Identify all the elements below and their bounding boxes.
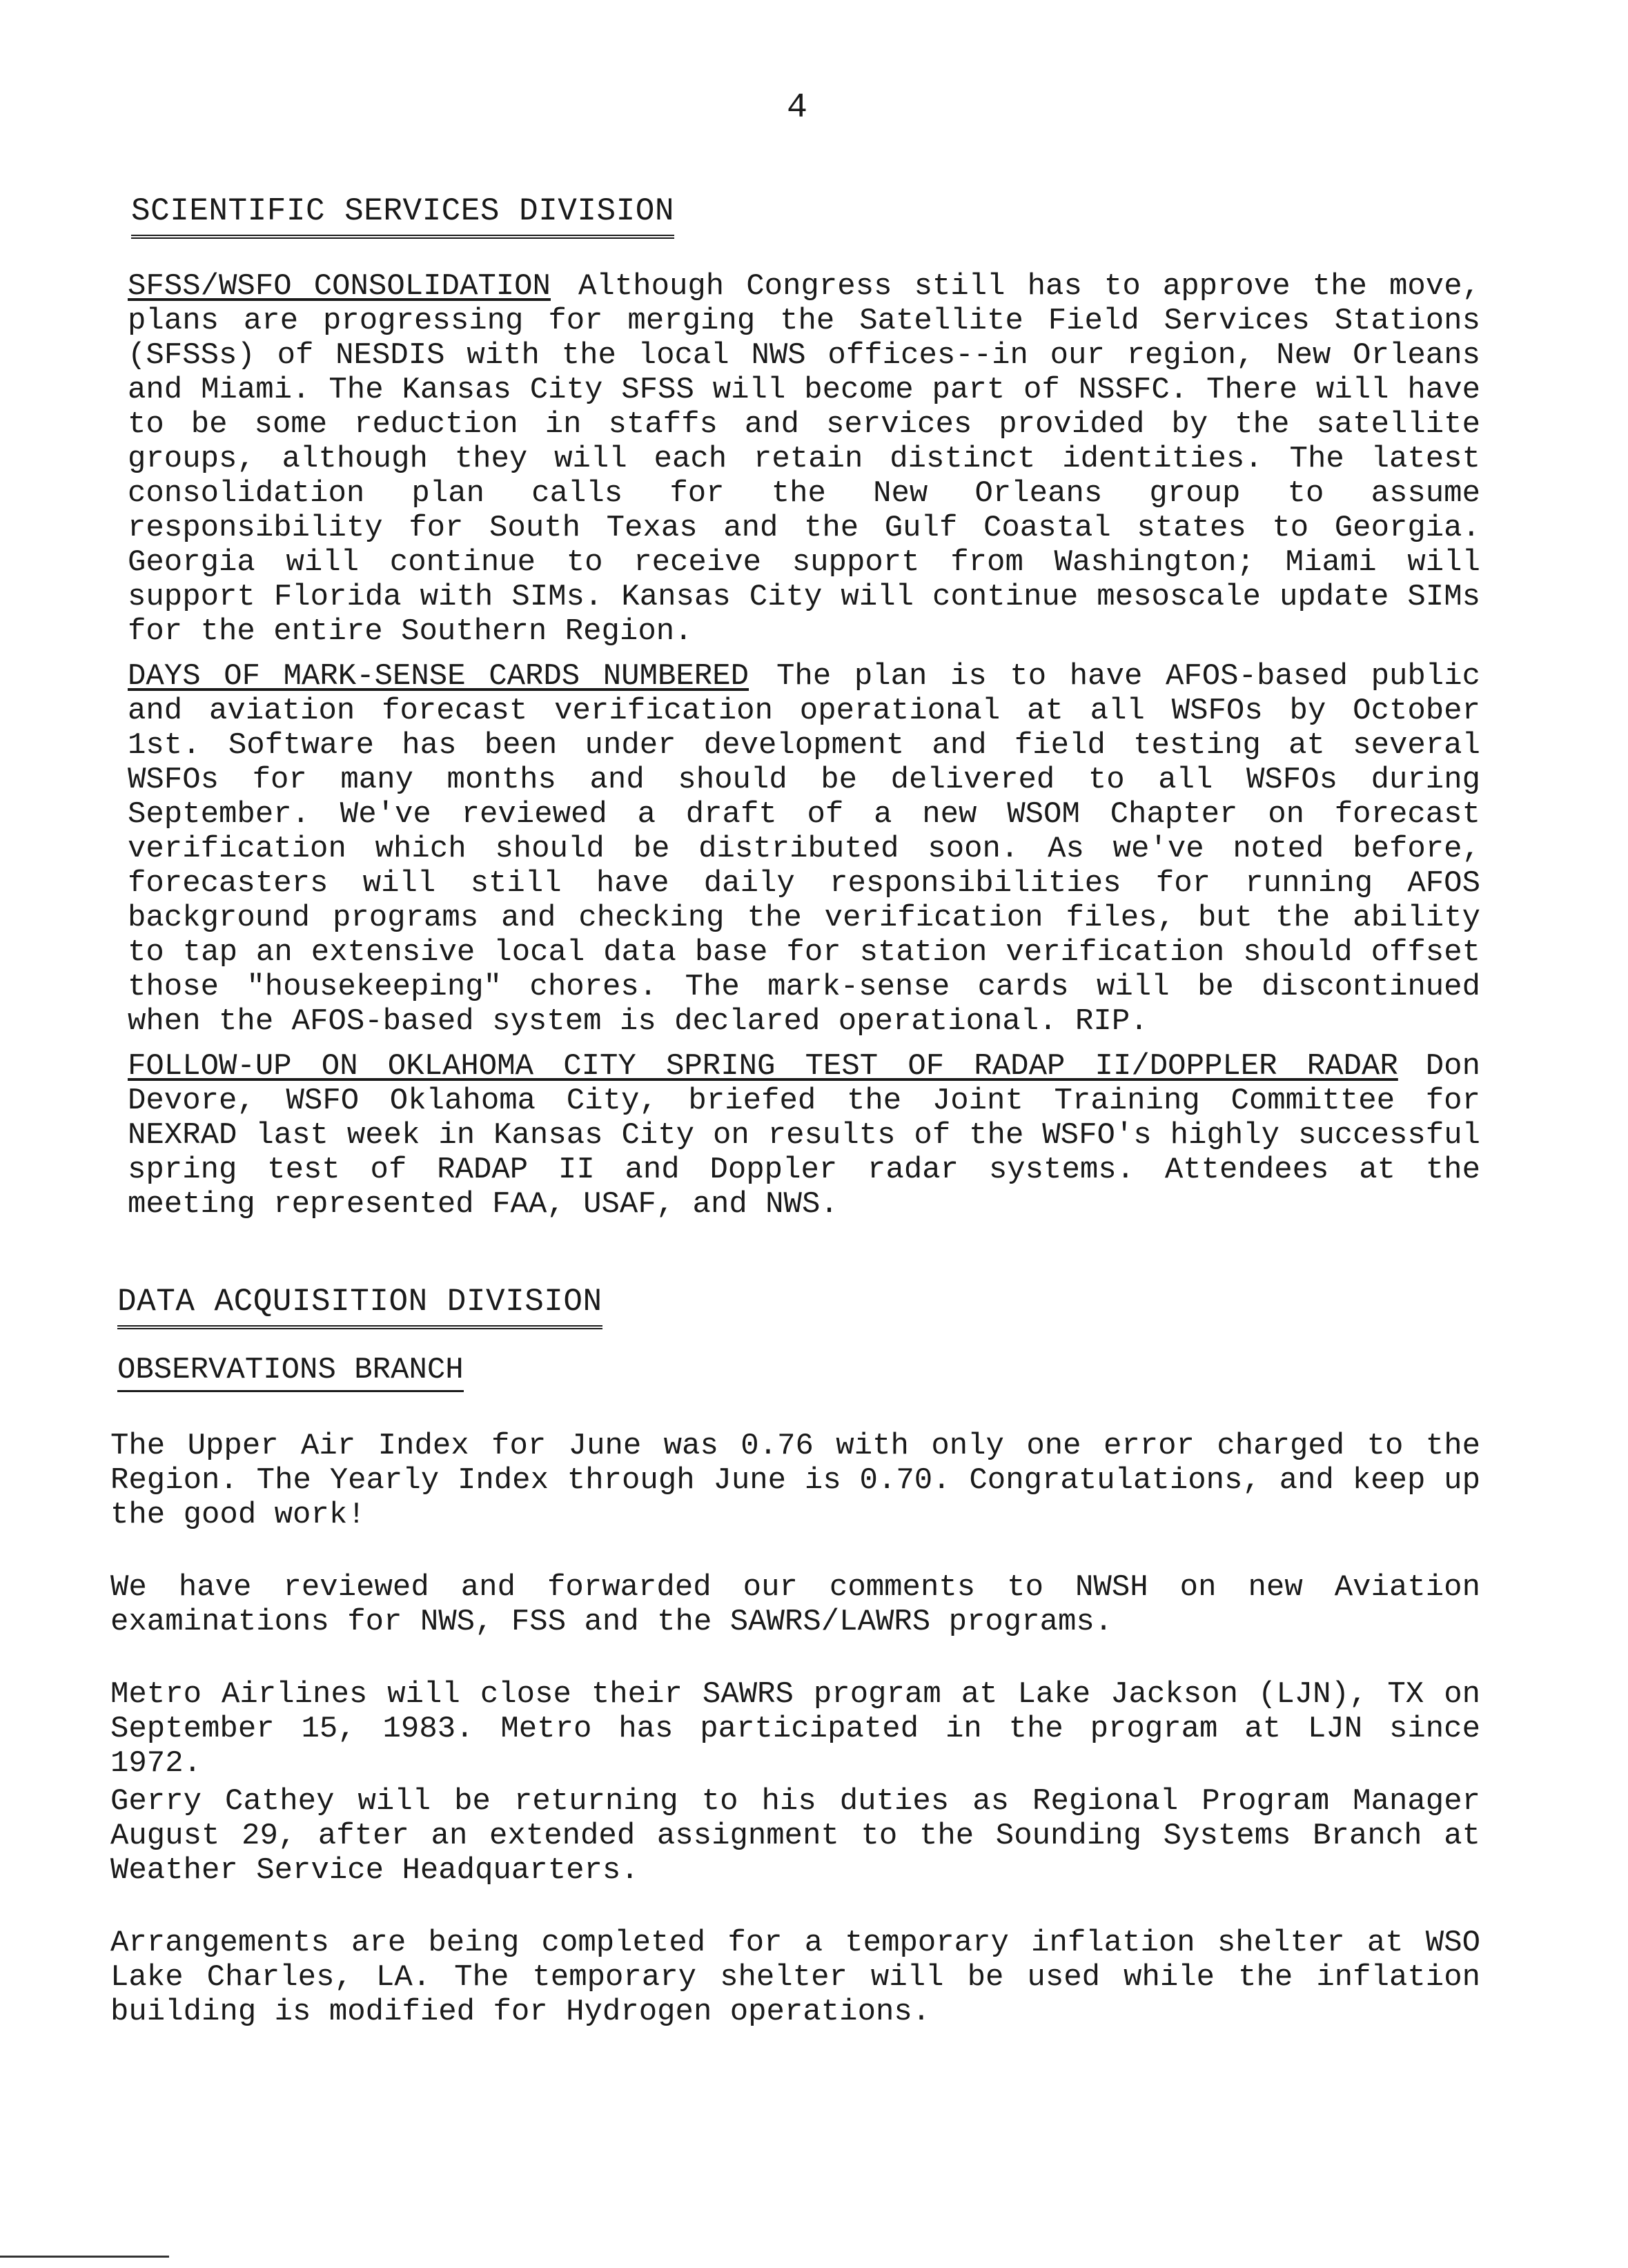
scientific-services-heading: SCIENTIFIC SERVICES DIVISION [131,193,674,239]
observations-branch-heading-block [117,1353,1498,1392]
sfss-consolidation-lead: SFSS/WSFO CONSOLIDATION [128,269,551,304]
oklahoma-followup-lead: FOLLOW-UP ON OKLAHOMA CITY SPRING TEST OF RADAP II/DOPPLER RADAR [128,1049,1398,1084]
mark-sense-lead: DAYS OF MARK-SENSE CARDS NUMBERED [128,659,749,694]
footer-rule [0,2256,169,2258]
data-acquisition-heading: DATA ACQUISITION DIVISION [117,1284,602,1329]
upper-air-index-paragraph [110,1429,1480,1532]
oklahoma-followup-paragraph [128,1049,1480,1222]
inflation-shelter-paragraph [110,1926,1480,2029]
mark-sense-text: The plan is to have AFOS-based public and aviation forecast verification operational at all WSFOs by October 1st. Software has been under development and field testing at several WSFOs for many months and should be delivered to all WSFOs during September. We've reviewed a draft of a new WSOM Chapter on forecast verification which should be distributed soon. As we've noted before, forecasters will still have daily responsibilities for running AFOS background programs and checking the verification files, but the ability to tap an extensive local data base for station verification should offset those "housekeeping" chores. The mark-sense cards will be discontinued when the AFOS-based system is declared operational. RIP. [128,659,1481,1039]
metro-airlines-paragraph [110,1677,1480,1781]
aviation-exams-text: We have reviewed and forwarded our comments to NWSH on new Aviation examinations for NWS, FSS and the SAWRS/LAWRS programs. [110,1570,1480,1639]
mark-sense-paragraph [128,659,1480,1039]
gerry-cathey-paragraph [110,1784,1480,1888]
gerry-cathey-text: Gerry Cathey will be returning to his duties as Regional Program Manager August 29, after an extended assignment to the Sounding Systems Branch at Weather Service Headquarters. [110,1784,1480,1888]
sfss-consolidation-text: Although Congress still has to approve the move, plans are progressing for merging the Satellite Field Services Stations (SFSSs) of NESDIS with the local NWS offices--in our region, New Orleans and Miami. The Kansas City SFSS will become part of NSSFC. There will have to be some reduction in staffs and services provided by the satellite groups, although they will each retain distinct identities. The latest consolidation plan calls for the New Orleans group to assume responsibility for South Texas and the Gulf Coastal states to Georgia. Georgia will continue to receive support from Washington; Miami will support Florida with SIMs. Kansas City will continue mesoscale update SIMs for the entire Southern Region. [128,269,1480,649]
oklahoma-followup-text: Don Devore, WSFO Oklahoma City, briefed the Joint Training Committee for NEXRAD last week in Kansas City on results of the WSFO's highly successful spring test of RADAP II and Doppler radar systems. Attendees at the meeting represented FAA, USAF, and NWS. [128,1049,1480,1222]
sfss-consolidation-paragraph [128,269,1480,649]
upper-air-index-text: The Upper Air Index for June was 0.76 with only one error charged to the Region. The Yearly Index through June is 0.70. Congratulations, and keep up the good work! [110,1429,1480,1532]
metro-airlines-text: Metro Airlines will close their SAWRS program at Lake Jackson (LJN), TX on September 15, 1983. Metro has participated in the program at LJN since 1972. [110,1677,1480,1781]
aviation-exams-paragraph [110,1570,1480,1639]
observations-branch-heading: OBSERVATIONS BRANCH [117,1353,464,1392]
page-number: 4 [787,88,808,128]
data-acquisition-heading-block [117,1284,1498,1329]
scientific-services-heading-block [104,193,1484,239]
inflation-shelter-text: Arrangements are being completed for a temporary inflation shelter at WSO Lake Charles, LA. The temporary shelter will be used while the inflation building is modified for Hydrogen operations. [110,1926,1480,2029]
